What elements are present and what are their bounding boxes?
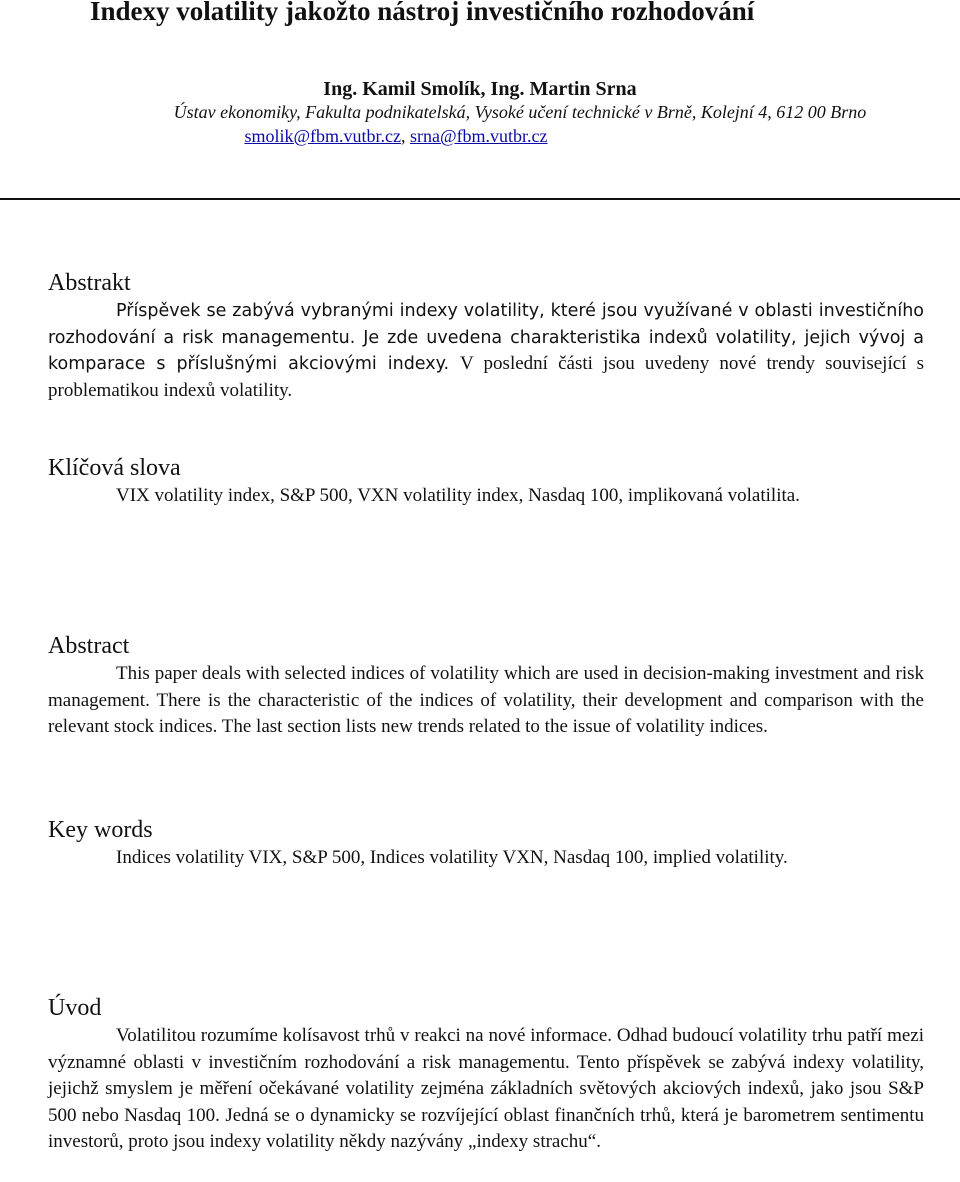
abstract-text: This paper deals with selected indices of volatility which are used in decision-making investment and risk management. There is the characteristic of the indices of volatility, their development and comparison with the relevant stock indices. The last section lists new trends related to the issue of volatility indices. (48, 663, 924, 737)
key-words-heading: Key words (48, 817, 153, 843)
uvod-heading: Úvod (48, 995, 102, 1021)
klicova-slova-section (48, 453, 924, 510)
authors: Ing. Kamil Smolík, Ing. Martin Srna (323, 78, 637, 100)
klicova-slova-text: VIX volatility index, S&P 500, VXN volatility index, Nasdaq 100, implikovaná volatilita. (116, 485, 800, 506)
uvod-section (48, 993, 924, 1156)
author-emails (0, 126, 792, 147)
abstrakt-text (48, 298, 924, 404)
uvod-text: Volatilitou rozumíme kolísavost trhů v reakci na nové informace. Odhad budoucí volatility trhu patří mezi významné oblasti v investičním rozhodování a risk managementu. Tento příspěvek se zabývá indexy volatility, jejichž smyslem je měření očekávané volatility zejména základních světových akciových indexů, jako jsou S&P 500 nebo Nasdaq 100. Jedná se o dynamicky se rozvíjející oblast finančních trhů, která je barometrem sentimentu investorů, proto jsou indexy volatility někdy nazývány „indexy strachu“. (48, 1025, 924, 1152)
abstrakt-text-part2: V poslední části jsou uvedeny nové trendy související s problematikou indexů volatility. (48, 353, 924, 401)
klicova-slova-heading: Klíčová slova (48, 455, 181, 481)
key-words-section (48, 815, 924, 872)
email-link-srna[interactable]: srna@fbm.vutbr.cz (410, 126, 548, 146)
header-divider (0, 198, 960, 200)
paper-title: Indexy volatility jakožto nástroj investičního rozhodování (90, 0, 755, 26)
affiliation: Ústav ekonomiky, Fakulta podnikatelská, Vysoké učení technické v Brně, Kolejní 4, 612 00 Brno (173, 102, 867, 122)
email-separator: , (401, 126, 410, 146)
abstract-heading: Abstract (48, 633, 130, 659)
email-link-smolik[interactable]: smolik@fbm.vutbr.cz (244, 126, 401, 146)
abstrakt-heading: Abstrakt (48, 270, 131, 296)
abstrakt-section (48, 268, 924, 404)
abstrakt-text-part1: Příspěvek se zabývá vybranými indexy volatility, které jsou využívané v oblasti investičního rozhodování a risk managementu. Je zde uvedena charakteristika indexů volatility, jejich vývoj a komparace s příslušnými akciovými indexy. (48, 301, 924, 374)
abstract-section (48, 631, 924, 741)
key-words-text: Indices volatility VIX, S&P 500, Indices volatility VXN, Nasdaq 100, implied volatility. (116, 847, 788, 868)
